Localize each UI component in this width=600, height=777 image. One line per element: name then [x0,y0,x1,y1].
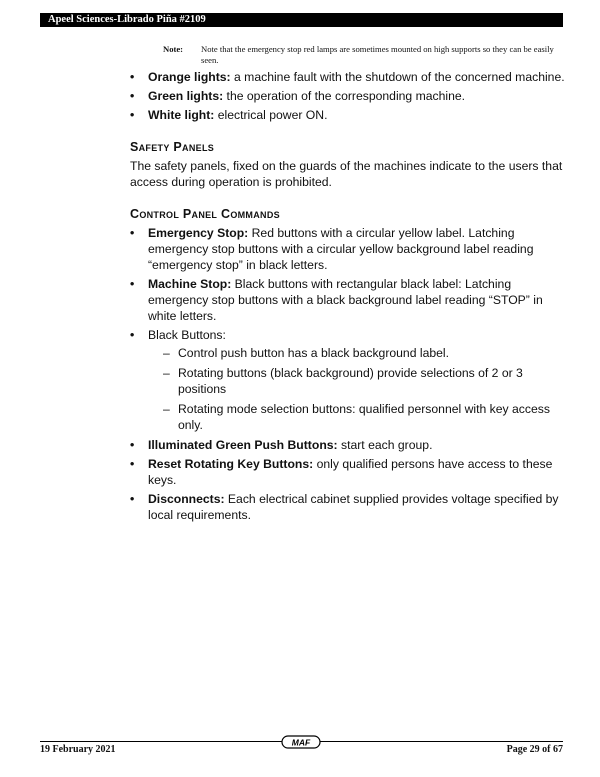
item-desc: Red buttons with a circular yellow label. Latching emergency stop buttons with a circular yellow background label reading “emergency stop” in black letters. [148,226,534,272]
safety-panels-heading: Safety Panels [130,140,215,154]
footer-page-number: Page 29 of 67 [506,744,563,755]
item-term: Emergency Stop: [148,226,249,240]
item-desc: the operation of the corresponding machine. [223,89,466,103]
item-desc: Black buttons with rectangular black label: Latching emergency stop buttons with a black background label reading “STOP” in white letters. [148,277,543,323]
item-term: Illuminated Green Push Buttons: [148,438,338,452]
item-term: Green lights: [148,89,224,103]
item-term: White light: [148,108,215,122]
main-content [130,69,570,526]
list-item [130,437,570,453]
item-term: Orange lights: [148,70,231,84]
list-item [130,69,570,85]
list-item [130,276,570,324]
company-logo-icon [281,734,321,750]
list-item [130,456,570,488]
lights-list [130,69,570,123]
footer-date: 19 February 2021 [40,744,116,755]
item-desc: only qualified persons have access to these keys. [148,457,553,487]
sub-list-item: – Rotating mode selection buttons: qualified personnel with key access only. [148,401,570,433]
list-item [130,88,570,104]
control-panel-heading: Control Panel Commands [130,207,280,221]
list-item [130,225,570,273]
note-text: Note that the emergency stop red lamps are sometimes mounted on high supports so they can be easily seen. [201,44,554,65]
black-buttons-label: Black Buttons: [148,328,226,342]
sub-list-item: – Rotating buttons (black background) provide selections of 2 or 3 positions [148,365,570,397]
item-desc: a machine fault with the shutdown of the concerned machine. [230,70,565,84]
sub-list-item: – Control push button has a black background label. [148,345,570,361]
item-desc: electrical power ON. [214,108,328,122]
note-label: Note: [163,44,184,54]
note-block [163,44,563,66]
item-desc: Each electrical cabinet supplied provides voltage specified by local requirements. [148,492,559,522]
list-item [130,107,570,123]
black-buttons-sublist [148,345,570,433]
item-term: Machine Stop: [148,277,232,291]
page-header: Apeel Sciences-Librado Piña #2109 [40,13,563,27]
logo-text: MAF [291,737,311,748]
list-item [130,491,570,523]
list-item [130,327,570,433]
item-desc: start each group. [337,438,433,452]
safety-panels-text: The safety panels, fixed on the guards of the machines indicate to the users that access during operation is prohibited. [130,159,563,189]
item-term: Reset Rotating Key Buttons: [148,457,314,471]
item-term: Disconnects: [148,492,225,506]
control-panel-list [130,225,570,523]
